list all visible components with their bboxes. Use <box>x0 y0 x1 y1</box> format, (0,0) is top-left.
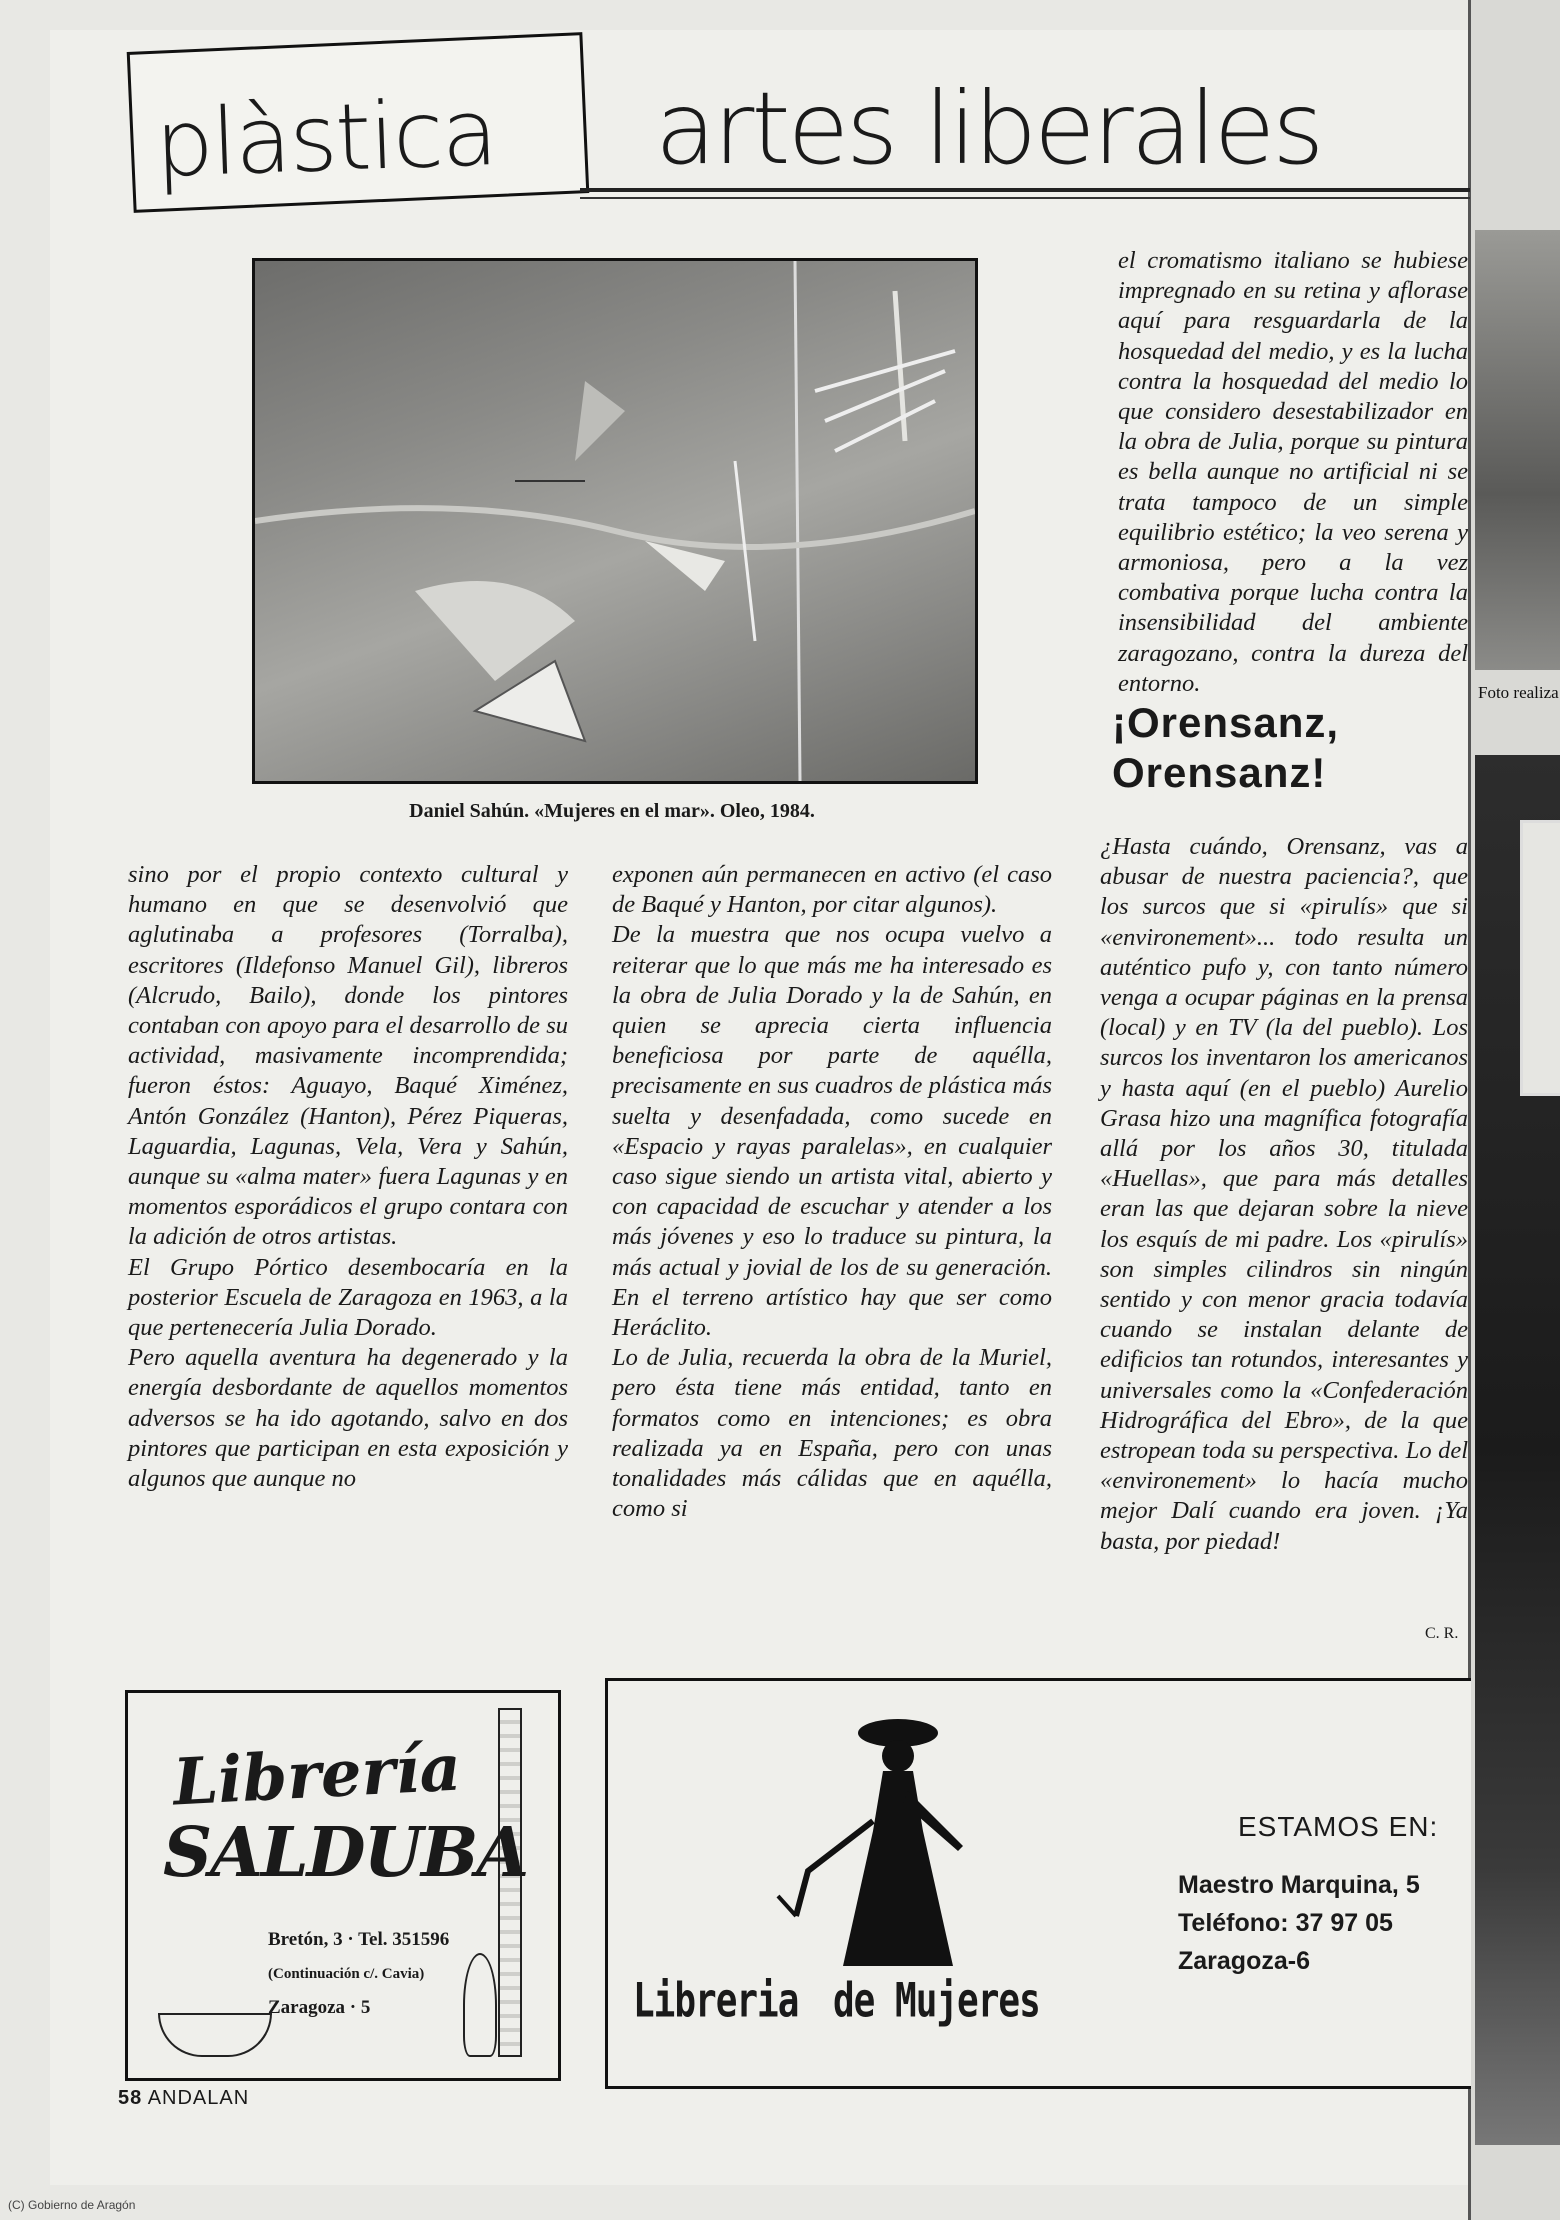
adjacent-page-photo <box>1475 230 1560 670</box>
article-column-3-top <box>1118 246 1468 699</box>
article-column-1 <box>128 860 568 1494</box>
ad-phone: Teléfono: 37 97 05 <box>1178 1909 1393 1937</box>
page-title: artes liberales <box>655 70 1322 187</box>
paragraph: Pero aquella aventura ha degenerado y la energía desbordante de aquellos momentos adversos se ha ido agotando, salvo en dos pintores que participan en esta exposición y algunos que aunque no <box>128 1344 568 1493</box>
header-rule <box>580 188 1470 192</box>
ad-location-heading: ESTAMOS EN: <box>1238 1811 1439 1842</box>
paragraph: ¿Hasta cuándo, Orensanz, vas a abusar de nuestra paciencia?, que los surcos que si «pirulís» que si «environement»... todo resulta un auténtico pufo y, con tanto número venga a ocupar páginas en la prensa (local) y en TV (la del pueblo). Los surcos los inventaron los americanos y hasta aquí (en el pueblo) Aurelio Grasa hizo una magnífica fotografía allá por los años 30, titulada «Huellas», que para más detalles eran las que dejaran sobre la nieve los esquís de mi padre. Los «pirulís» son simples cilindros sin ningún sentido y con menor gracia todavía cuando se instalan delante de edificios tan rotundos, interesantes y universales como la «Confederación Hidrográfica del Ebro», de la que estropean toda su perspectiva. Lo del «environement» lo hacía mucho mejor Dalí cuando era joven. ¡Ya basta, por piedad! <box>1100 833 1468 1555</box>
fruit-bowl-icon <box>158 2013 272 2057</box>
article-column-3-body <box>1100 832 1468 1557</box>
paragraph: exponen aún permanecen en activo (el caso de Baqué y Hanton, por citar algunos). <box>612 861 1052 919</box>
header-rule-thin <box>580 197 1470 199</box>
section-label: plàstica <box>153 79 498 198</box>
ad-address: Bretón, 3 · Tel. 351596 <box>268 1929 450 1950</box>
ad-street: Maestro Marquina, 5 <box>1178 1871 1420 1899</box>
ad-contact-block <box>1178 1866 1420 1980</box>
page-number: 58 <box>118 2087 143 2109</box>
painting-image <box>252 258 978 784</box>
ad-libreria-salduba <box>125 1690 561 2081</box>
paragraph: El Grupo Pórtico desembocaría en la posterior Escuela de Zaragoza en 1963, a la que pertenecería Julia Dorado. <box>128 1253 568 1342</box>
painting-caption: Daniel Sahún. «Mujeres en el mar». Oleo, 1984. <box>409 800 815 822</box>
ad-logo-part2: de Mujeres <box>833 1974 1040 2029</box>
paragraph: sino por el propio contexto cultural y humano en que se desenvolvió que aglutinaba a profesores (Torralba), escritores (Ildefonso Manuel Gil), libreros (Alcrudo, Bailo), donde los pintores contaban con apoyo para el desarrollo de su actividad, masivamente incomprendida; fueron éstos: Aguayo, Baqué Ximénez, Antón González (Hanton), Pérez Piqueras, Laguardia, Lagunas, Vela, Vera y Sahún, aunque su «alma mater» fuera Lagunas y en momentos esporádicos el grupo contara con la adición de otros artistas. <box>128 861 568 1251</box>
ad-logo-line2: SALDUBA <box>163 1813 528 1893</box>
ad-logo-line1: Librería <box>171 1730 463 1821</box>
paragraph: De la muestra que nos ocupa vuelvo a reiterar que lo que más me ha interesado es la obra de Julia Dorado y la de Sahún, en quien se aprecia cierta influencia beneficiosa por parte de aquélla, precisamente en sus cuadros de plástica más suelta y desenfadada, como sucede en «Espacio y rayas paralelas», en cualquier caso sigue siendo un artista vital, abierto y con capacidad de escuchar y atender a los más jóvenes y eso lo traduce su pintura, la más actual y jovial de los de su generación. En el terreno artístico hay que ser como Heráclito. <box>612 921 1052 1342</box>
ad-city: Zaragoza · 5 <box>268 1997 371 2018</box>
author-signature: C. R. <box>1425 1625 1459 1642</box>
article-heading: ¡Orensanz, Orensanz! <box>1112 699 1340 796</box>
copyright-notice: (C) Gobierno de Aragón <box>8 2198 136 2212</box>
paragraph: el cromatismo italiano se hubiese impregnado en su retina y aflorase aquí para resguardarla de la hosquedad del medio, y es la lucha contra la hosquedad del medio lo que considero desestabilizador en la obra de Julia, porque su pintura es bella aunque no artificial ni se trata tampoco de un simple equilibrio estético; la veo serena y armoniosa, pero a la vez combativa porque lucha contra la insensibilidad del ambiente zaragozano, contra la dureza del entorno. <box>1118 247 1468 697</box>
ad-logo-part1: Libreria <box>633 1974 799 2029</box>
ad-libreria-de-mujeres <box>605 1678 1471 2089</box>
article-column-2 <box>612 860 1052 1524</box>
ad-address-note: (Continuación c/. Cavia) <box>268 1966 425 1982</box>
ad-city: Zaragoza-6 <box>1178 1947 1310 1975</box>
paragraph: Lo de Julia, recuerda la obra de la Muriel, pero ésta tiene más entidad, tanto en formatos como en intenciones; es obra realizada ya en España, pero con unas tonalidades más cálidas que en aquélla, como si <box>612 1344 1052 1523</box>
adjacent-photo-caption: Foto realiza <box>1478 683 1559 702</box>
parrot-icon <box>463 1953 497 2057</box>
page-footer <box>118 2087 249 2110</box>
ad-address-block <box>268 1923 468 2025</box>
publication-name: ANDALAN <box>147 2087 250 2109</box>
adjacent-page-box <box>1520 820 1560 1096</box>
woman-illustration-icon <box>748 1711 1048 1981</box>
